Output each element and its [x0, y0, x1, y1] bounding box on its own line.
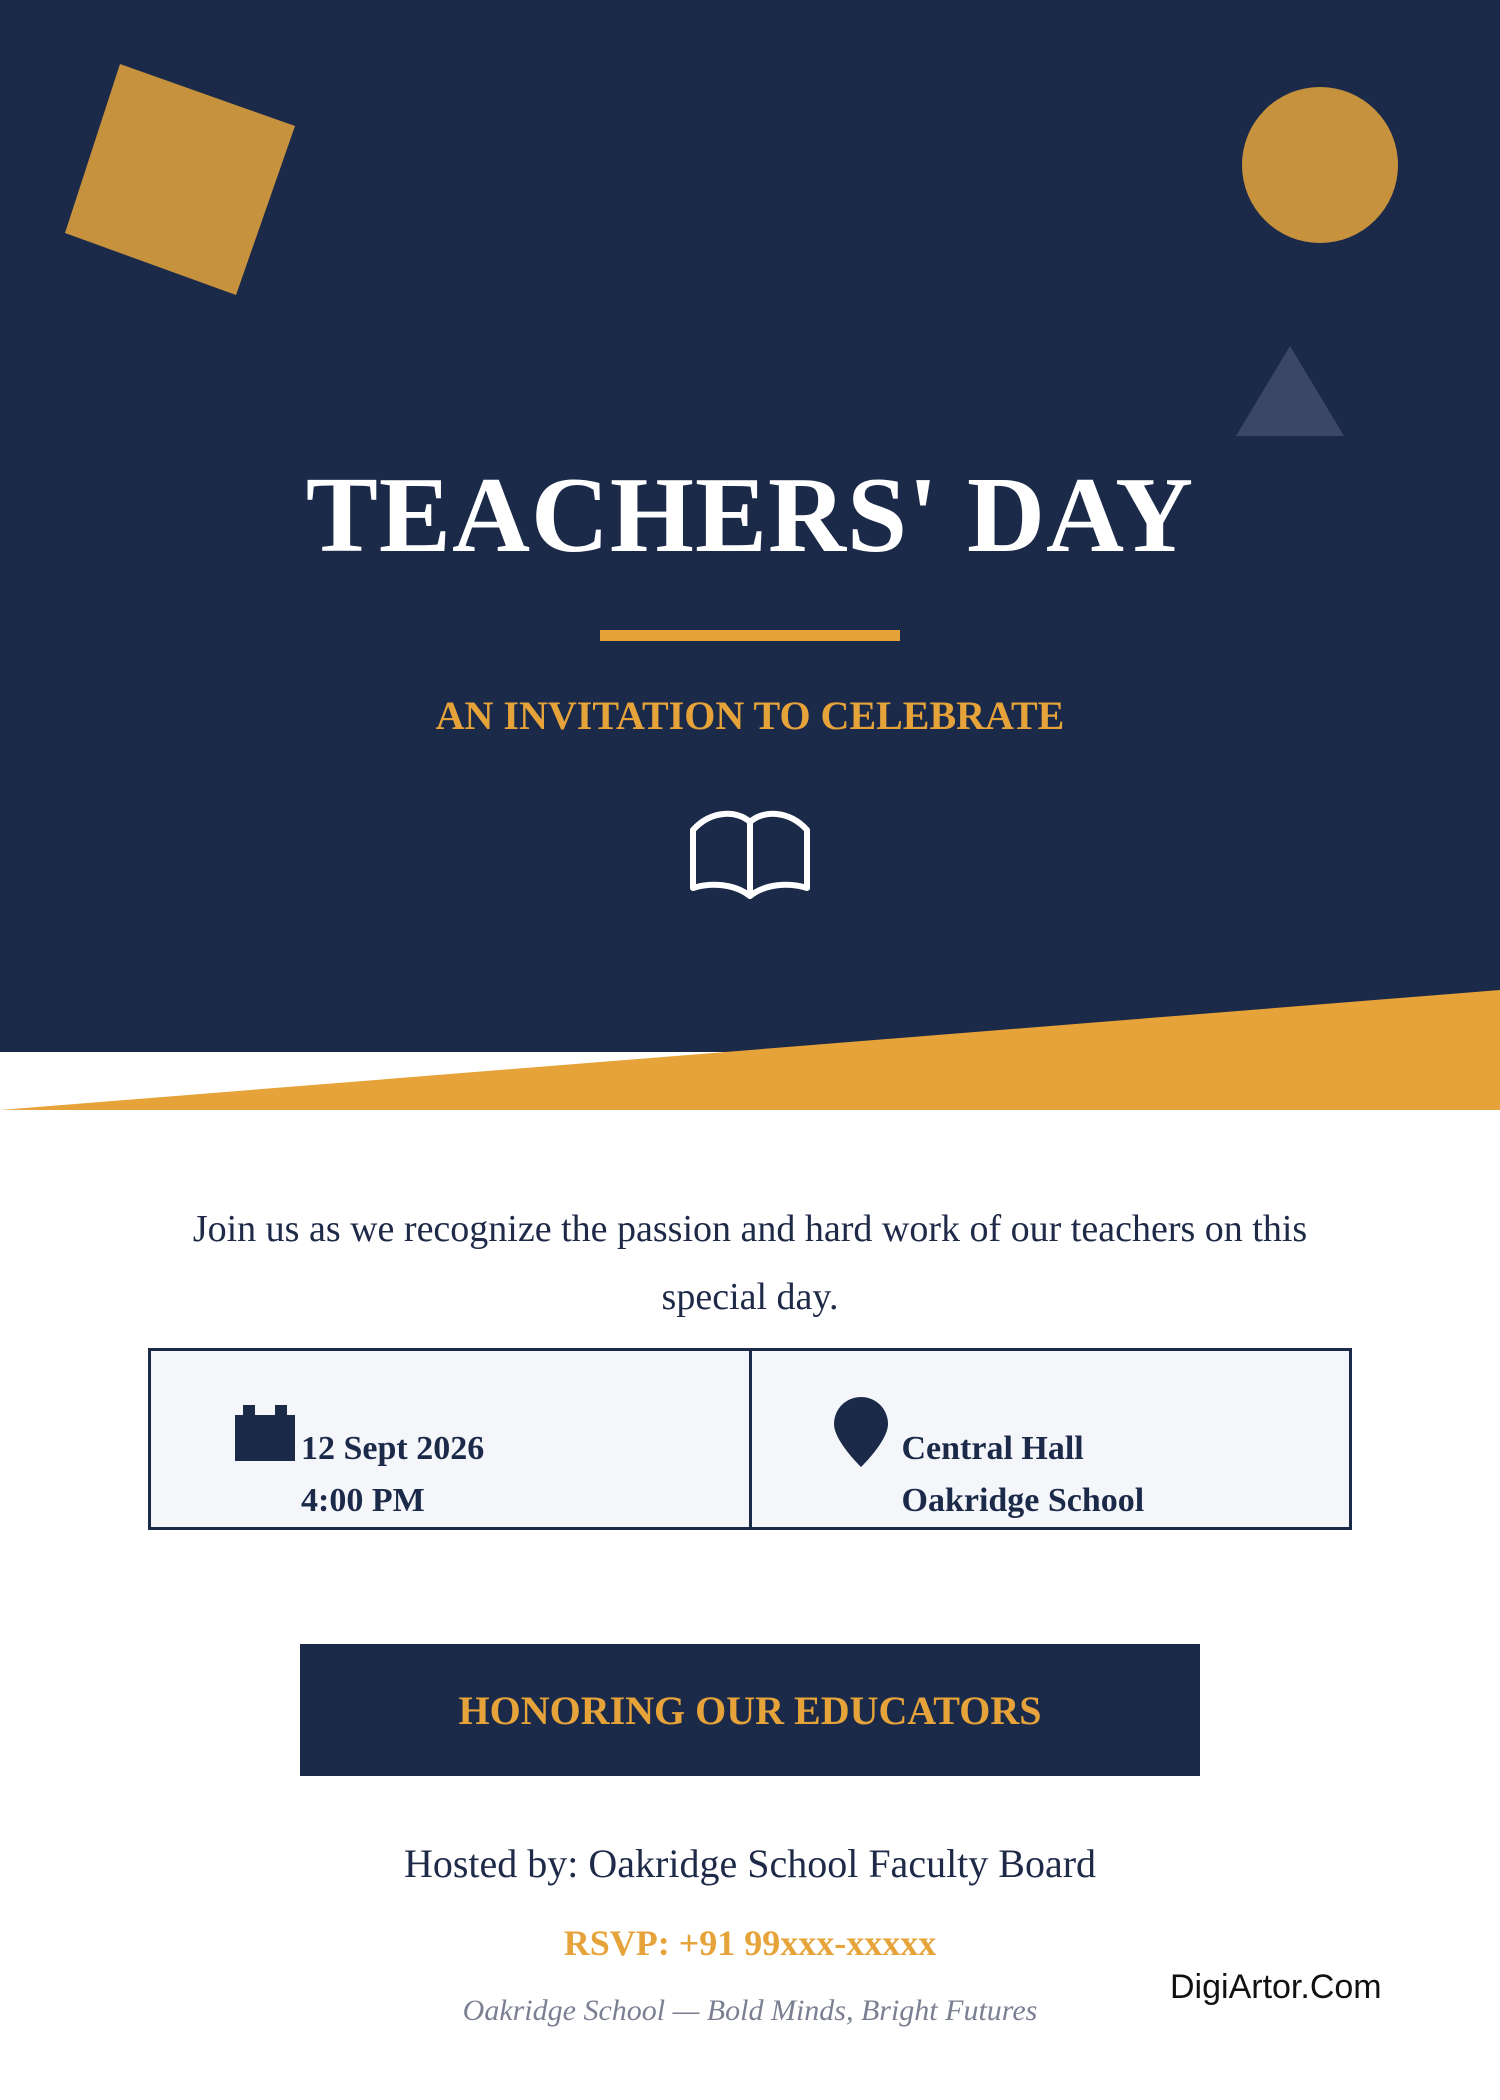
- honoring-banner: [300, 1644, 1200, 1776]
- venue-text: [902, 1423, 1145, 1527]
- calendar-icon: [235, 1405, 295, 1461]
- open-book-icon: [685, 800, 815, 910]
- page-title: TEACHERS' DAY: [305, 456, 1195, 575]
- intro-text: Join us as we recognize the passion and hard work of our teachers on this special day.: [192, 1208, 1308, 1318]
- title-divider: [600, 630, 900, 641]
- watermark-text: DigiArtor.Com: [1170, 1968, 1382, 2006]
- venue-hall: Central Hall: [901, 1430, 1084, 1467]
- event-time: 4:00 PM: [301, 1482, 425, 1519]
- venue-school: Oakridge School: [901, 1482, 1145, 1519]
- venue-cell: [749, 1351, 1350, 1527]
- rsvp-text: RSVP: +91 99xxx-xxxxx: [563, 1923, 937, 1963]
- honoring-banner-text: HONORING OUR EDUCATORS: [458, 1687, 1042, 1733]
- host-text: Hosted by: Oakridge School Faculty Board: [403, 1841, 1097, 1886]
- date-cell: [151, 1351, 749, 1527]
- school-tagline: Oakridge School — Bold Minds, Bright Futures: [462, 1994, 1038, 2027]
- page-subtitle: AN INVITATION TO CELEBRATE: [435, 693, 1065, 738]
- date-time-text: [301, 1423, 484, 1527]
- event-details-box: [148, 1348, 1352, 1530]
- decorative-circle-shape: [1242, 87, 1398, 243]
- event-date: 12 Sept 2026: [301, 1430, 485, 1467]
- location-pin-icon: [834, 1397, 888, 1467]
